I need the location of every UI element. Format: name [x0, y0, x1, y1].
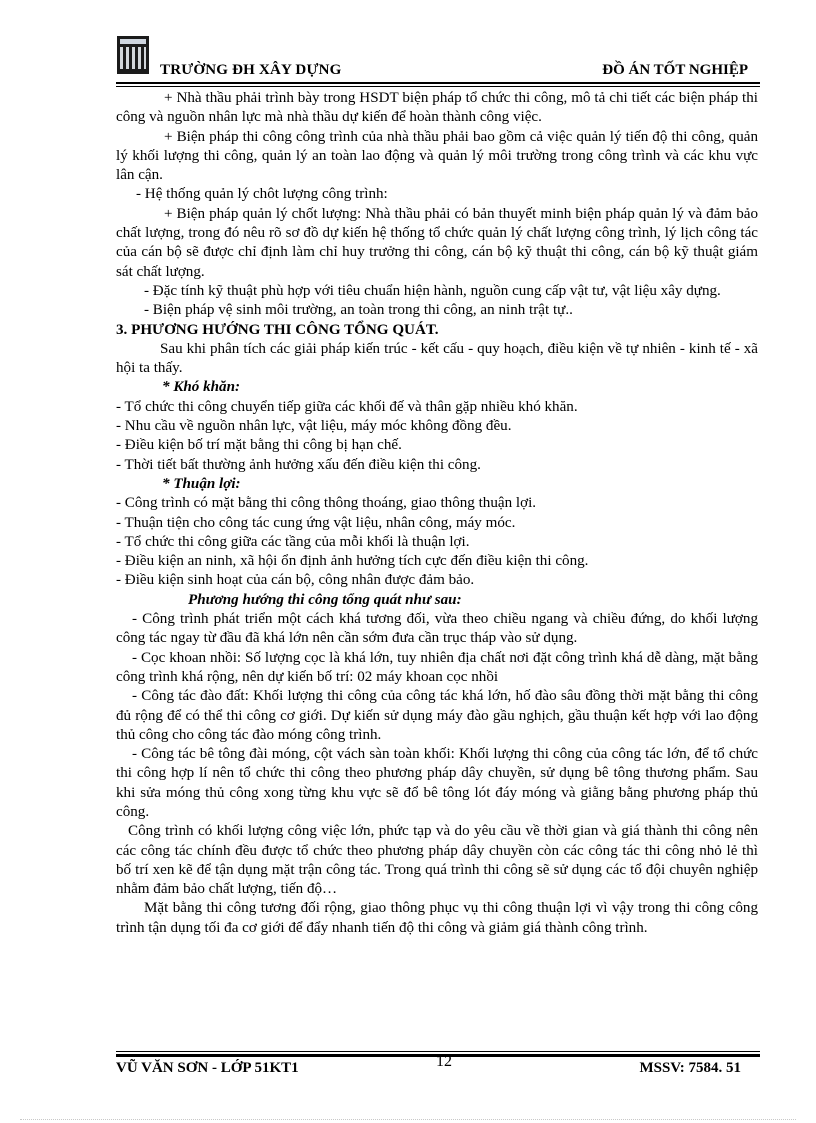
- footer-divider-thin: [116, 1051, 760, 1052]
- header-school-name: TRƯỜNG ĐH XÂY DỰNG: [160, 62, 342, 78]
- header-doc-title: ĐỒ ÁN TỐT NGHIỆP: [602, 62, 748, 78]
- page-edge-border: [20, 1119, 796, 1120]
- list-item: - Điều kiện sinh hoạt của cán bộ, công nhân được đảm bảo.: [116, 572, 475, 589]
- paragraph: + Biện pháp thi công công trình của nhà thầu phải bao gồm cả việc quản lý tiến độ thi công, quản lý khối lượng thi công, quản lý an toàn lao động và quản lý môi trường trong công trình và các khu vực lân cận.: [116, 128, 758, 184]
- list-item: - Thuận tiện cho công tác cung ứng vật liệu, nhân công, máy móc.: [116, 514, 516, 531]
- subheading-difficulties: * Khó khăn:: [162, 379, 241, 396]
- paragraph: - Công tác bê tông đài móng, cột vách sàn toàn khối: Khối lượng thi công của công tác lớn, để tổ chức thi công hợp lí nên tổ chức thi công theo phương pháp dây chuyền, sử dụng bê tông thương phẩm. Sau khi sửa móng thủ công xong từng khu vực sẽ đổ bê tông lót đáy móng và giằng bằng phương pháp thủ công.: [116, 746, 758, 820]
- list-item: - Công trình có mặt bằng thi công thông thoáng, giao thông thuận lợi.: [116, 495, 537, 512]
- page-number: 12: [436, 1053, 452, 1070]
- paragraph: + Nhà thầu phải trình bày trong HSDT biện pháp tổ chức thi công, mô tả chi tiết các biện pháp thi công và nguồn nhân lực mà nhà thầu dự kiến để hoàn thành công việc.: [116, 90, 758, 126]
- university-logo-icon: [117, 36, 149, 74]
- subheading-general-direction: Phương hướng thi công tổng quát như sau:: [188, 591, 462, 608]
- footer-student-id: MSSV: 7584. 51: [639, 1060, 741, 1076]
- header-divider: [116, 82, 760, 84]
- list-item: - Thời tiết bất thường ảnh hưởng xấu đến điều kiện thi công.: [116, 456, 481, 473]
- list-item: - Tổ chức thi công giữa các tầng của mỗi khối là thuận lợi.: [116, 533, 470, 550]
- paragraph: Sau khi phân tích các giải pháp kiến trúc - kết cấu - quy hoạch, điều kiện về tự nhiên - kinh tế - xã hội ta thấy.: [116, 340, 758, 377]
- footer-author: VŨ VĂN SƠN - LỚP 51KT1: [116, 1060, 299, 1076]
- paragraph: - Công trình phát triển một cách khá tương đối, vừa theo chiều ngang và chiều đứng, do khối lượng công tác ngay từ đầu đã khá lớn nên cần sớm đưa cần trục tháp vào sử dụng.: [116, 611, 758, 647]
- paragraph: - Công tác đào đất: Khối lượng thi công của công tác khá lớn, hố đào sâu đồng thời mặt bằng thi công đủ rộng để có thể thi công cơ giới. Dự kiến sử dụng máy đào gầu nghịch, gầu thuận kết hợp với lao động thủ công cho công tác đào móng công trình.: [116, 688, 758, 743]
- paragraph: - Cọc khoan nhồi: Số lượng cọc là khá lớn, tuy nhiên địa chất nơi đặt công trình khá dễ dàng, mặt bằng công trình khá rộng, nên dự kiến bố trí: 02 máy khoan cọc nhồi: [116, 649, 758, 685]
- document-body: [116, 89, 758, 938]
- list-item: - Điều kiện bố trí mặt bằng thi công bị hạn chế.: [116, 437, 402, 454]
- paragraph: - Biện pháp vệ sinh môi trường, an toàn trong thi công, an ninh trật tự..: [144, 302, 573, 319]
- subheading-advantages: * Thuận lợi:: [162, 475, 241, 492]
- header-divider-thin: [116, 86, 760, 87]
- paragraph: - Hệ thống quản lý chôt lượng công trình:: [136, 186, 388, 203]
- paragraph: - Đặc tính kỹ thuật phù hợp với tiêu chuẩn hiện hành, nguồn cung cấp vật tư, vật liệu xây dựng.: [144, 282, 721, 299]
- paragraph: Công trình có khối lượng công việc lớn, phức tạp và do yêu cầu về thời gian và giá thành thi công nên các công tác chính đều được tổ chức theo phương pháp dây chuyền còn các công tác thi công nhỏ lẻ thì bố trí xen kẽ để tận dụng mặt trận công tác. Trong quá trình thi công sẽ sử dụng các tổ đội chuyên nghiệp nhằm đảm bảo chất lượng, tiến độ…: [116, 823, 758, 898]
- paragraph: + Biện pháp quản lý chốt lượng: Nhà thầu phải có bản thuyết minh biện pháp quản lý và đảm bảo chất lượng, trong đó nêu rõ sơ đồ dự kiến hệ thống tổ chức quản lý chất lượng công trình, lý lịch công tác của cán bộ sẽ được chỉ định làm chỉ huy trưởng thi công, cán bộ kỹ thuật thi công, cán bộ kỹ thuật giám sát chất lượng.: [116, 205, 758, 280]
- list-item: - Điều kiện an ninh, xã hội ổn định ảnh hưởng tích cực đến điều kiện thi công.: [116, 553, 589, 570]
- section-heading: 3. PHƯƠNG HƯỚNG THI CÔNG TỔNG QUÁT.: [116, 321, 439, 338]
- paragraph: Mặt bằng thi công tương đối rộng, giao thông phục vụ thi công thuận lợi vì vậy trong thi công công trình tận dụng tối đa cơ giới để đẩy nhanh tiến độ thi công và giảm giá thành công trình.: [116, 900, 758, 936]
- list-item: - Nhu cầu về nguồn nhân lực, vật liệu, máy móc không đồng đều.: [116, 418, 512, 435]
- list-item: - Tổ chức thi công chuyển tiếp giữa các khối đế và thân gặp nhiều khó khăn.: [116, 398, 578, 415]
